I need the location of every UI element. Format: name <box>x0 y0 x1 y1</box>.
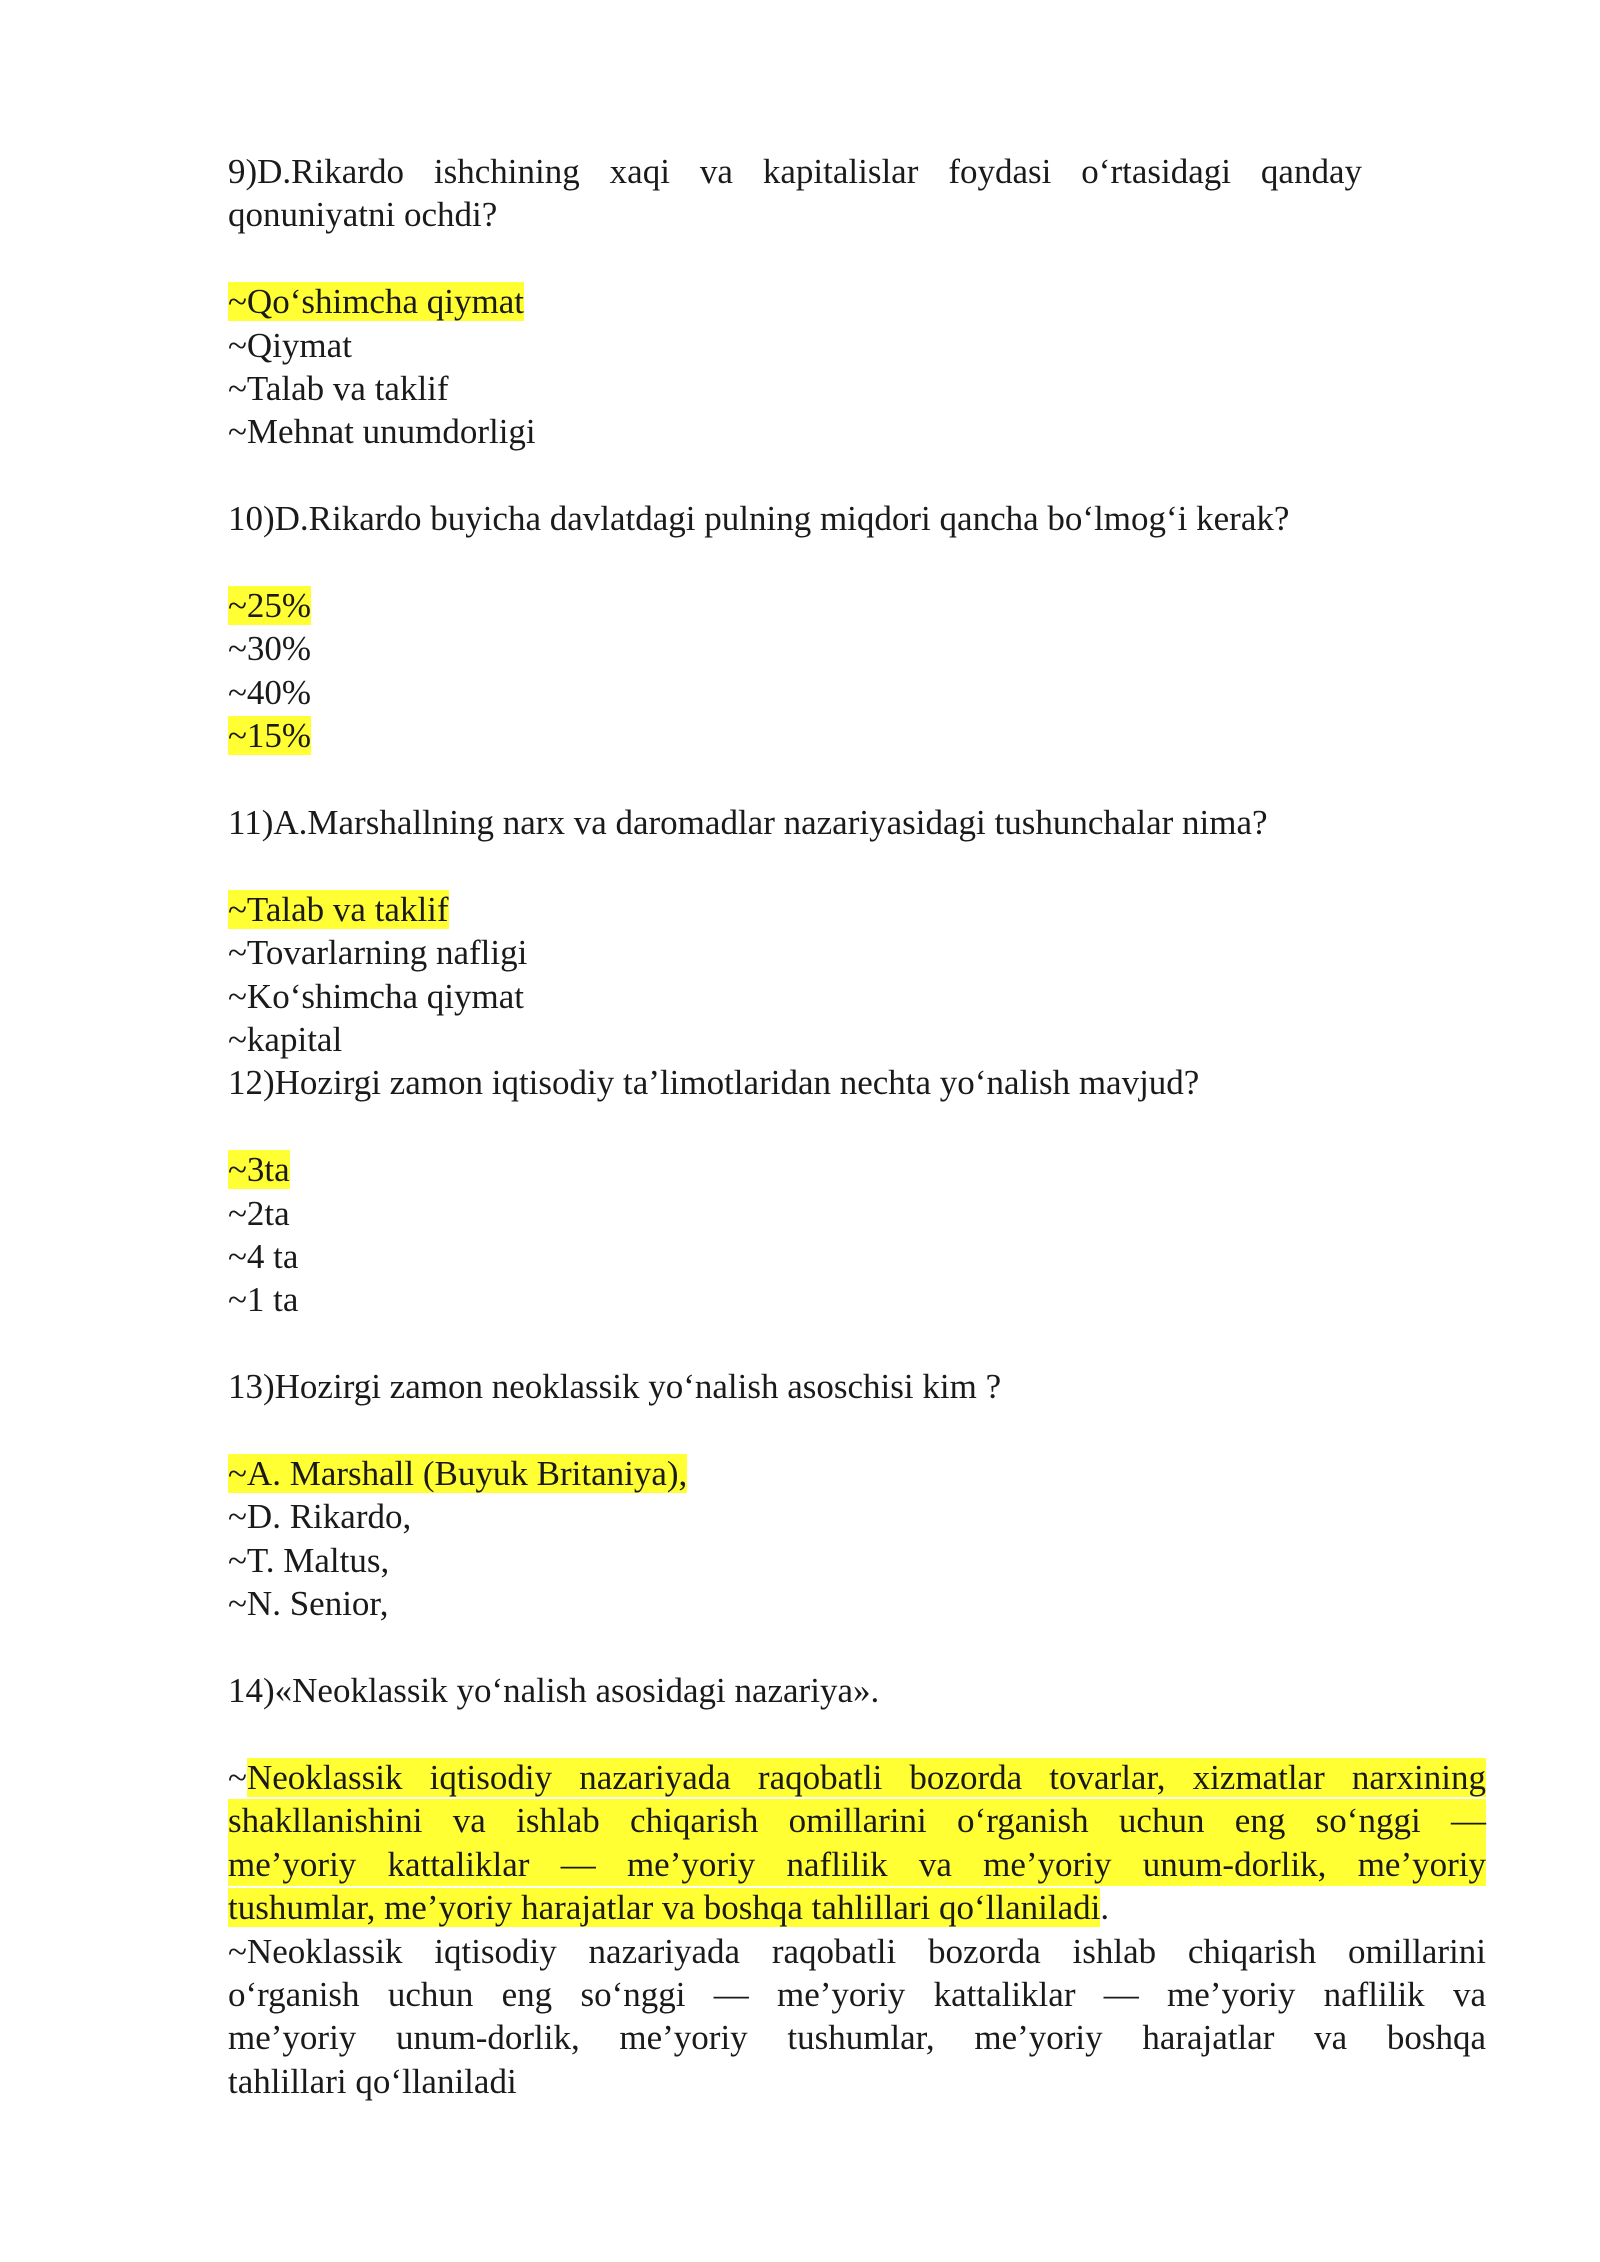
question-12 <box>228 1061 1486 1321</box>
question-13 <box>228 1365 1486 1625</box>
answer-option-correct: ~25% <box>228 586 312 626</box>
answer-option: ~Talab va taklif <box>228 369 449 409</box>
answer-option-correct: ~A. Marshall (Buyuk Britaniya), <box>228 1454 688 1494</box>
answer-option-correct: ~3ta <box>228 1150 290 1190</box>
question-12-text: 12)Hozirgi zamon iqtisodiy ta’limotlaridan nechta yo‘nalish mavjud? <box>228 1063 1200 1103</box>
answer-option-highlighted: ~15% <box>228 716 312 756</box>
answer-option: ~1 ta <box>228 1280 299 1320</box>
question-11 <box>228 801 1486 1061</box>
question-14-text: 14)«Neoklassik yo‘nalish asosidagi nazariya». <box>228 1671 880 1711</box>
answer-option: ~Mehnat unumdorligi <box>228 412 536 452</box>
answer-option: ~kapital <box>228 1020 343 1060</box>
question-13-text: 13)Hozirgi zamon neoklassik yo‘nalish asoschisi kim ? <box>228 1367 1002 1407</box>
answer-option: ~2ta <box>228 1193 290 1233</box>
answer-option: ~T. Maltus, <box>228 1540 390 1580</box>
question-9 <box>228 150 1486 454</box>
document-body <box>228 150 1486 2103</box>
answer-option: ~4 ta <box>228 1237 299 1277</box>
answer-option: ~Qiymat <box>228 325 352 365</box>
answer-option: ~N. Senior, <box>228 1584 389 1624</box>
answer-option: ~D. Rikardo, <box>228 1497 412 1537</box>
answer-option-correct: ~Neoklassik iqtisodiy nazariyada raqobatli bozorda tovarlar, xizmatlar narxining shakllanishini va ishlab chiqarish omillarini o‘rganish uchun eng so‘nggi — me’yoriy kattaliklar — me’yoriy naflilik va me’yoriy unum-dorlik, me’yoriy tushumlar, me’yoriy harajatlar va boshqa tahlillari qo‘llaniladi. <box>228 1757 1486 1928</box>
answer-option-correct: ~Qo‘shimcha qiymat <box>228 282 524 322</box>
question-10-text: 10)D.Rikardo buyicha davlatdagi pulning miqdori qancha bo‘lmog‘i kerak? <box>228 499 1290 539</box>
answer-option: ~30% <box>228 629 312 669</box>
question-9-text-line-1: 9)D.Rikardo ishchining xaqi va kapitalislar foydasi o‘rtasidagi qanday <box>228 152 1362 191</box>
question-9-text-line-2: qonuniyatni ochdi? <box>228 195 498 235</box>
answer-option: ~Neoklassik iqtisodiy nazariyada raqobatli bozorda ishlab chiqarish omillarini o‘rganish uchun eng so‘nggi — me’yoriy kattaliklar — me’yoriy naflilik va me’yoriy unum-dorlik, me’yoriy tushumlar, me’yoriy harajatlar va boshqa tahlillari qo‘llaniladi <box>228 1931 1486 2101</box>
question-10 <box>228 497 1486 757</box>
answer-option: ~Tovarlarning nafligi <box>228 933 528 973</box>
answer-option: ~40% <box>228 672 312 712</box>
answer-option-correct: ~Talab va taklif <box>228 889 449 929</box>
answer-option: ~Ko‘shimcha qiymat <box>228 976 524 1016</box>
question-11-text: 11)A.Marshallning narx va daromadlar nazariyasidagi tushunchalar nima? <box>228 803 1268 843</box>
question-14 <box>228 1669 1486 2103</box>
